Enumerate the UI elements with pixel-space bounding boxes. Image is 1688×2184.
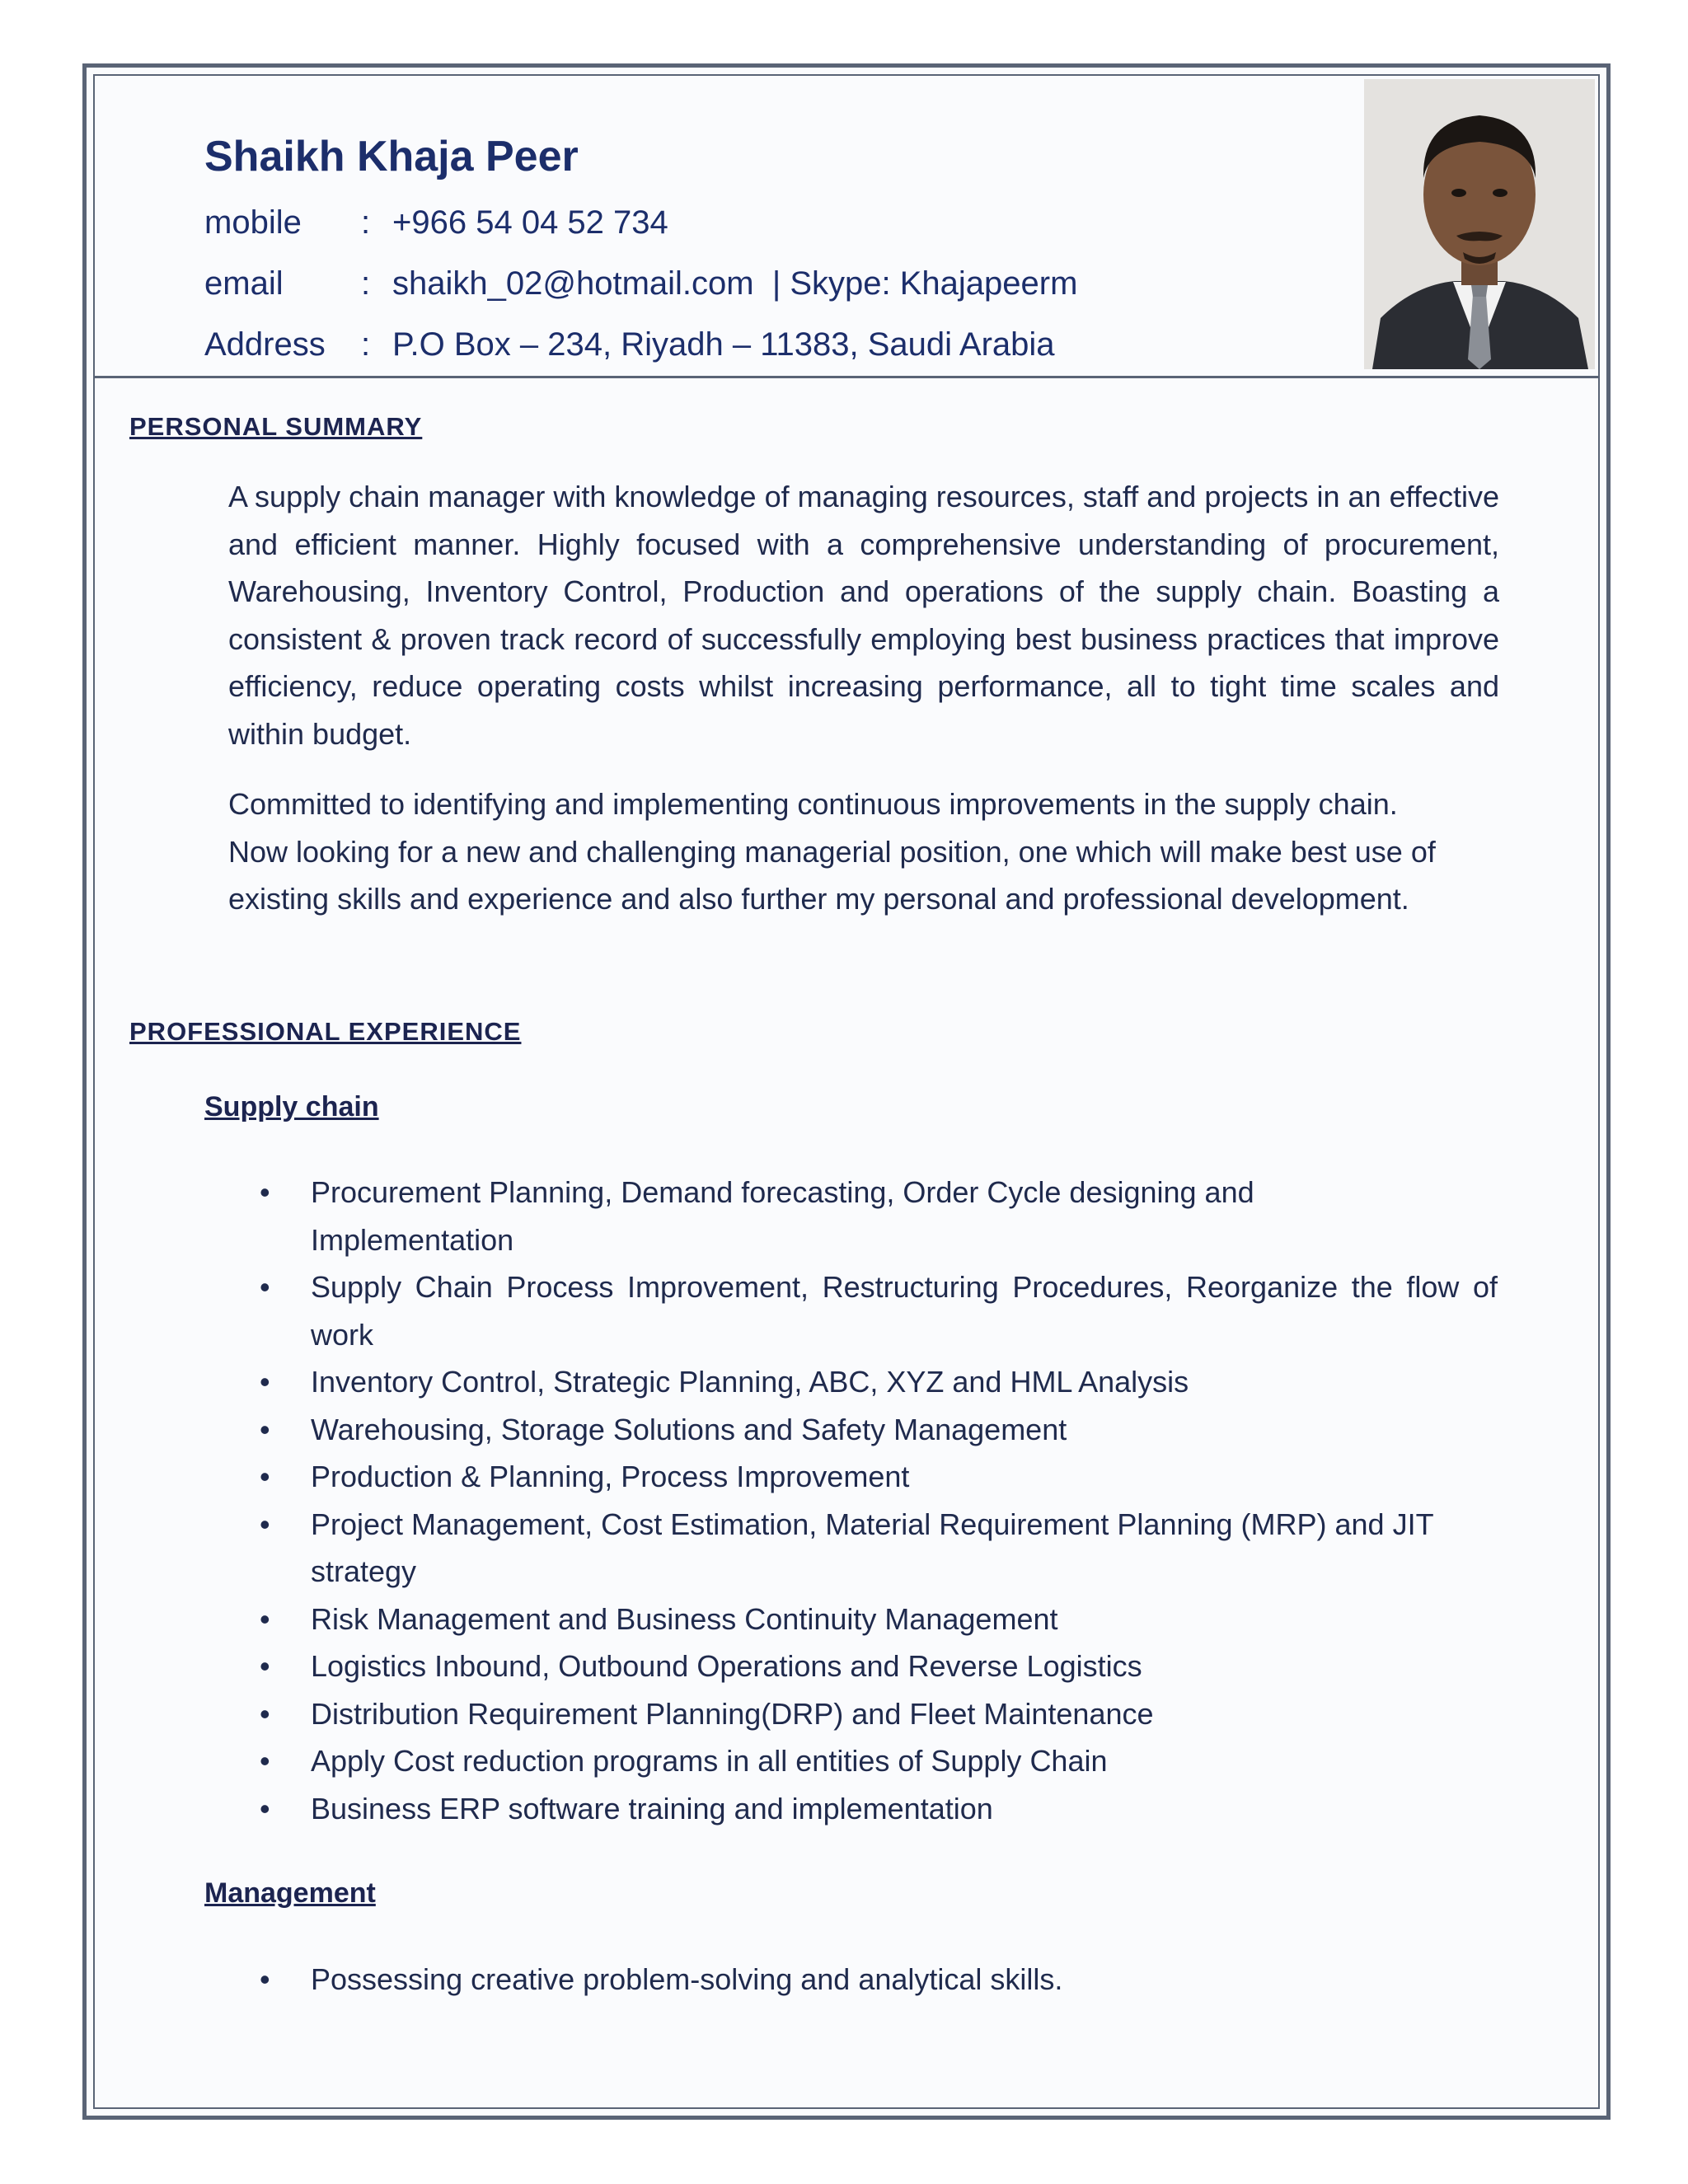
list-item: • Warehousing, Storage Solutions and Safety Management (260, 1406, 1611, 1454)
supply-chain-list (260, 1169, 1611, 1832)
portrait-image (1364, 79, 1595, 369)
list-item: • Inventory Control, Strategic Planning, ABC, XYZ and HML Analysis (260, 1358, 1611, 1406)
list-item: • Distribution Requirement Planning(DRP) and Fleet Maintenance (260, 1690, 1611, 1738)
profile-photo (1364, 79, 1595, 369)
supply-chain-heading: Supply chain (204, 1091, 379, 1122)
list-item: • Logistics Inbound, Outbound Operations and Reverse Logistics (260, 1643, 1611, 1690)
contact-address (204, 326, 1055, 363)
colon: : (361, 204, 371, 241)
contact-mobile (204, 204, 668, 241)
page-frame-inner (93, 74, 1600, 2109)
mobile-label: mobile (204, 204, 302, 241)
list-item: • Apply Cost reduction programs in all entities of Supply Chain (260, 1737, 1611, 1785)
email-value: shaikh_02@hotmail.com | Skype: Khajapeerm (392, 265, 1078, 302)
professional-experience-title: PROFESSIONAL EXPERIENCE (129, 1017, 522, 1046)
page-frame (82, 63, 1611, 2120)
header-divider (95, 376, 1598, 378)
list-item: • Possessing creative problem-solving and analytical skills. (260, 1956, 1611, 2004)
personal-summary-title: PERSONAL SUMMARY (129, 412, 423, 441)
list-item: • Risk Management and Business Continuity Management (260, 1596, 1611, 1643)
address-value: P.O Box – 234, Riyadh – 11383, Saudi Arabia (392, 326, 1055, 363)
list-item: • Procurement Planning, Demand forecasting, Order Cycle designing and Implementation (260, 1169, 1357, 1263)
colon: : (361, 326, 371, 363)
management-heading: Management (204, 1877, 376, 1909)
summary-paragraph-1: A supply chain manager with knowledge of managing resources, staff and projects in an effective and efficient manner. Highly focused with a comprehensive understanding of procurement, Warehousing, Inventory Control, Production and operations of the supply chain. Boasting a consistent & proven track record of successfully employing best business practices that improve efficiency, reduce operating costs whilst increasing performance, all to tight time scales and within budget. (228, 480, 1499, 751)
address-label: Address (204, 326, 326, 363)
list-item: • Project Management, Cost Estimation, Material Requirement Planning (MRP) and JIT strategy (260, 1501, 1448, 1596)
mobile-value: +966 54 04 52 734 (392, 204, 668, 241)
candidate-name: Shaikh Khaja Peer (204, 133, 579, 180)
email-label: email (204, 265, 284, 302)
management-list (260, 1956, 1611, 2004)
list-item: • Supply Chain Process Improvement, Restructuring Procedures, Reorganize the flow of work (260, 1263, 1498, 1358)
list-item: • Production & Planning, Process Improvement (260, 1453, 1611, 1501)
list-item: • Business ERP software training and implementation (260, 1785, 1611, 1833)
summary-paragraph-2: Committed to identifying and implementing continuous improvements in the supply chain. Now looking for a new and challenging managerial position, one which will make best use of existing skills and experience and also further my personal and professional development. (228, 787, 1436, 916)
contact-email (204, 265, 1077, 302)
colon: : (361, 265, 371, 302)
